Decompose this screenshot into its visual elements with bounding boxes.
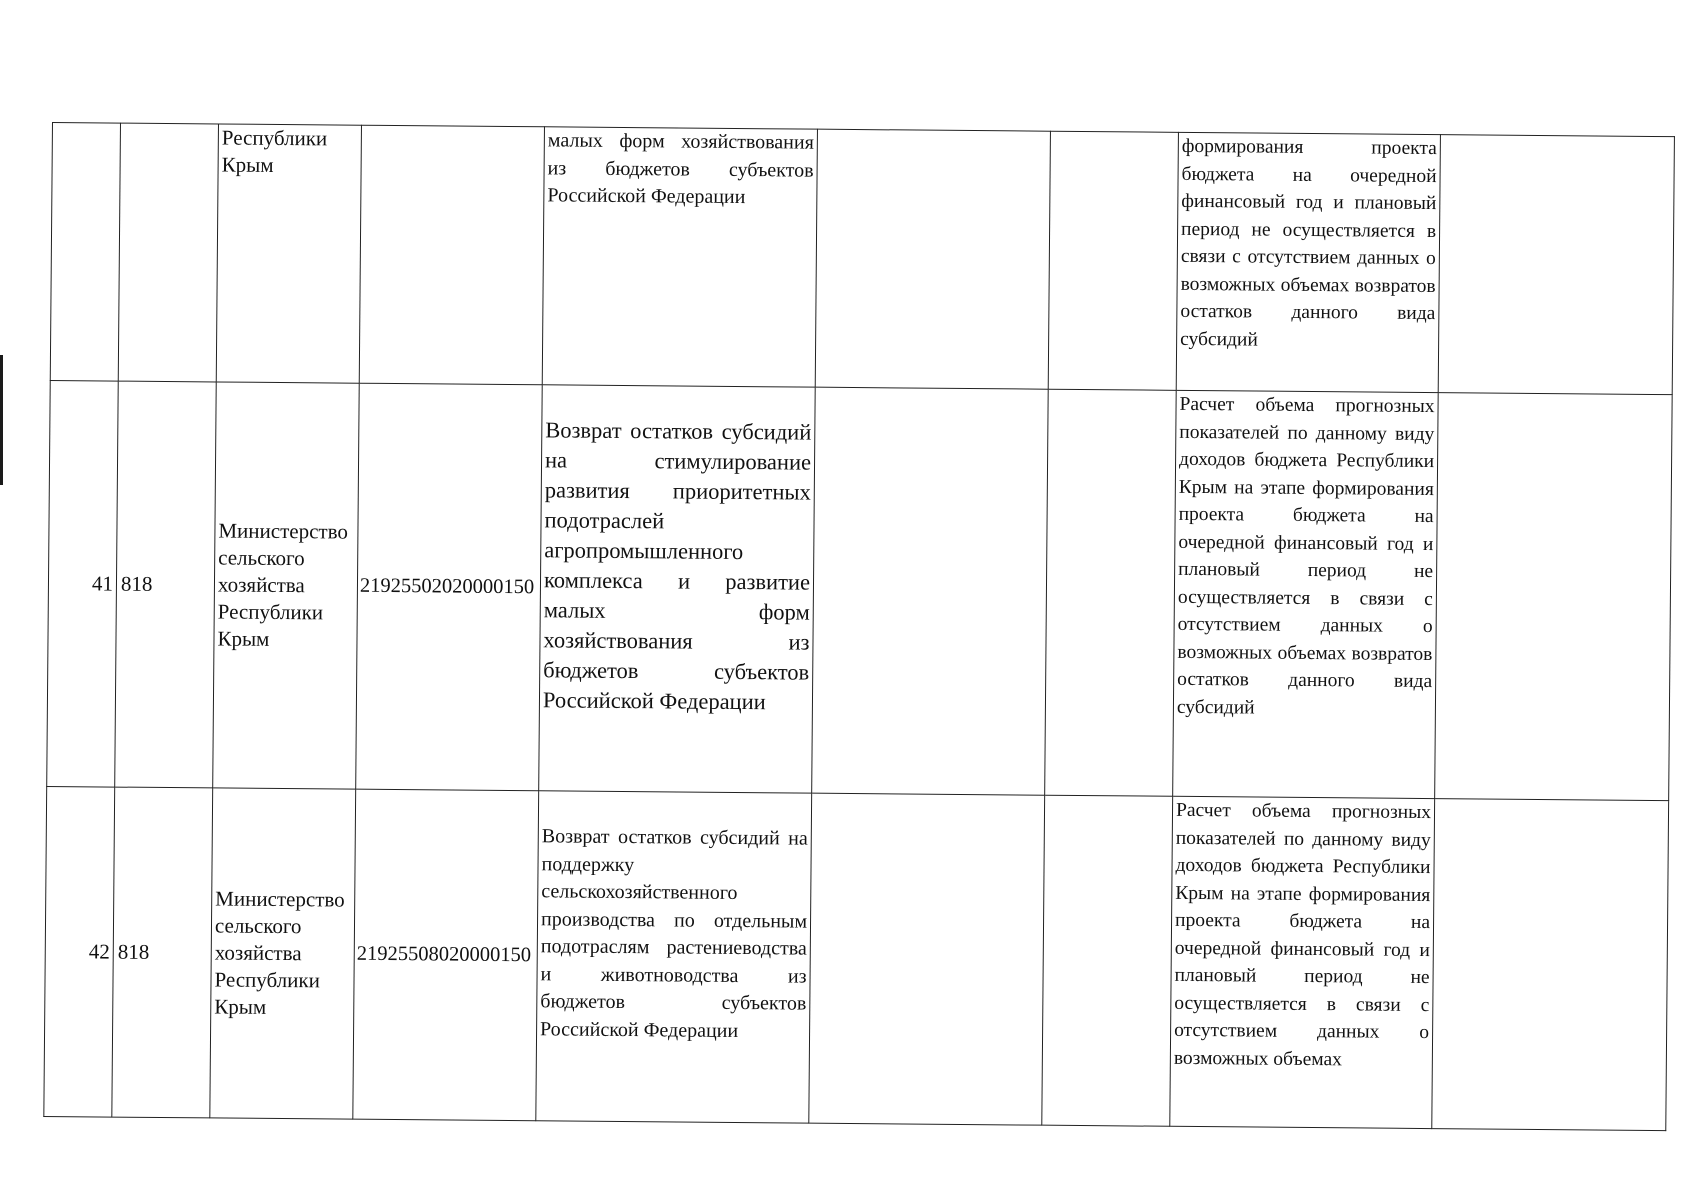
empty-cell bbox=[1048, 131, 1178, 390]
empty-cell bbox=[812, 387, 1049, 795]
row-number-cell bbox=[50, 123, 120, 382]
kbk-code-cell bbox=[359, 125, 544, 385]
kbk-code-cell: 21925508020000150 bbox=[353, 789, 539, 1121]
organization-cell: Республики Крым bbox=[216, 124, 361, 383]
empty-cell bbox=[1438, 135, 1674, 395]
row-number-cell: 42 bbox=[44, 786, 115, 1117]
income-name-cell: малых форм хозяйствования из бюджетов субъектов Российской Федерации bbox=[542, 127, 817, 387]
empty-cell bbox=[1042, 795, 1173, 1126]
organization-cell: Министерство сельского хозяйства Республики Крым bbox=[213, 382, 360, 789]
table-row bbox=[44, 786, 1669, 1130]
row-number-cell: 41 bbox=[47, 380, 119, 787]
empty-cell bbox=[1435, 393, 1673, 801]
table-row bbox=[47, 380, 1672, 800]
income-name-cell: Возврат остатков субсидий на поддержку сельскохозяйственного производства по отдельным подотраслям растениеводства и животноводства из бюджетов субъектов Российской Федерации bbox=[536, 791, 812, 1123]
calculation-method-cell: формирования проекта бюджета на очередной финансовый год и плановый период не осуществляется в связи с отсутствием данных о возможных объемах возвратов остатков данного вида субсидий bbox=[1176, 132, 1440, 392]
organization-cell: Министерство сельского хозяйства Республики Крым bbox=[210, 788, 356, 1119]
calculation-method-cell: Расчет объема прогнозных показателей по данному виду доходов бюджета Республики Крым на этапе формирования проекта бюджета на очередной финансовый год и плановый период не осуществляется в связи с отсутствием данных о возможных объемах возвратов остатков данного вида субсидий bbox=[1173, 390, 1439, 798]
empty-cell bbox=[809, 793, 1045, 1125]
admin-code-cell: 818 bbox=[112, 787, 213, 1118]
admin-code-cell: 818 bbox=[115, 381, 217, 788]
table-row bbox=[50, 123, 1674, 395]
calculation-method-cell: Расчет объема прогнозных показателей по данному виду доходов бюджета Республики Крым на этапе формирования проекта бюджета на очередной финансовый год и плановый период не осуществляется в связи с отсутствием данных о возможных объемах bbox=[1170, 796, 1435, 1128]
income-name-cell: Возврат остатков субсидий на стимулирование развития приоритетных подотраслей агропромышленного комплекса и развитие малых форм хозяйствования из бюджетов субъектов Российской Федерации bbox=[539, 385, 816, 793]
budget-income-table bbox=[43, 122, 1675, 1131]
kbk-code-cell: 21925502020000150 bbox=[356, 383, 543, 791]
empty-cell bbox=[1432, 799, 1669, 1131]
admin-code-cell bbox=[118, 123, 218, 382]
empty-cell bbox=[1045, 389, 1177, 796]
scan-edge-mark bbox=[0, 355, 3, 485]
empty-cell bbox=[815, 129, 1050, 389]
